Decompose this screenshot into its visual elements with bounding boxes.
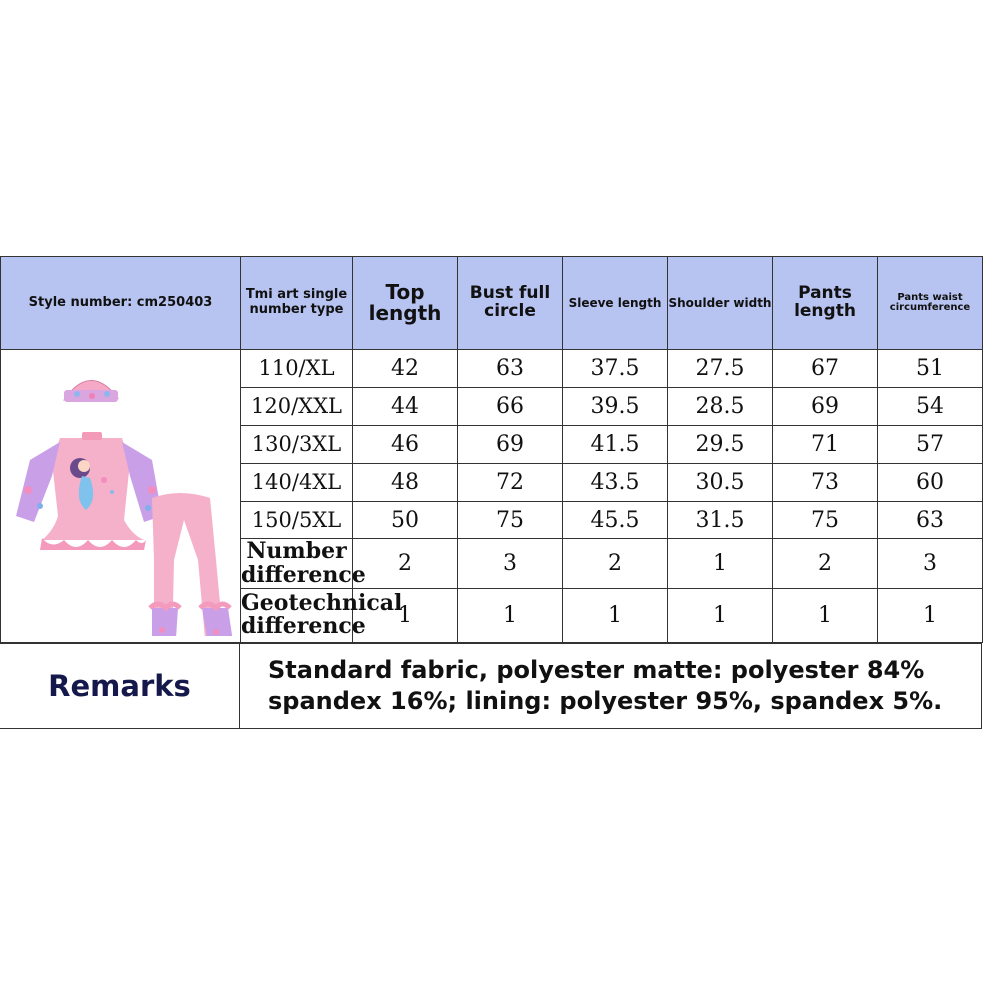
col-top-length: Top length [353,257,458,350]
remarks-title: Remarks [0,644,240,728]
size-type-header: Tmi art single number type [241,257,353,350]
col-shoulder-width: Shoulder width [668,257,773,350]
value-cell: 1 [458,588,563,642]
value-cell: 69 [773,387,878,425]
value-cell: 29.5 [668,425,773,463]
remarks-line-2: spandex 16%; lining: polyester 95%, spandex 5%. [268,687,943,715]
value-cell: 43.5 [563,463,668,501]
swimsuit-set-illustration [2,350,240,636]
value-cell: 39.5 [563,387,668,425]
value-cell: 75 [773,501,878,539]
value-cell: 1 [668,539,773,588]
value-cell: 75 [458,501,563,539]
value-cell: 45.5 [563,501,668,539]
value-cell: 42 [353,350,458,388]
value-cell: 30.5 [668,463,773,501]
col-pants-length: Pants length [773,257,878,350]
value-cell: 2 [563,539,668,588]
value-cell: 73 [773,463,878,501]
value-cell: 3 [878,539,983,588]
value-cell: 28.5 [668,387,773,425]
size-cell: 130/3XL [241,425,353,463]
value-cell: 2 [773,539,878,588]
value-cell: 51 [878,350,983,388]
col-pants-waist: Pants waist circumference [878,257,983,350]
value-cell: 1 [773,588,878,642]
value-cell: 44 [353,387,458,425]
remarks-line-1: Standard fabric, polyester matte: polyester 84% [268,655,925,684]
col-sleeve-length: Sleeve length [563,257,668,350]
value-cell: 67 [773,350,878,388]
value-cell: 3 [458,539,563,588]
value-cell: 46 [353,425,458,463]
value-cell: 63 [878,501,983,539]
value-cell: 66 [458,387,563,425]
style-number: Style number: cm250403 [1,257,241,350]
col-bust-full-circle: Bust full circle [458,257,563,350]
value-cell: 2 [353,539,458,588]
value-cell: 57 [878,425,983,463]
remarks-text [240,644,981,728]
value-cell: 63 [458,350,563,388]
value-cell: 72 [458,463,563,501]
size-table [0,256,983,643]
size-cell: 140/4XL [241,463,353,501]
value-cell: 54 [878,387,983,425]
value-cell: 1 [353,588,458,642]
product-image [1,350,241,643]
size-cell: 150/5XL [241,501,353,539]
value-cell: 31.5 [668,501,773,539]
header-row [1,257,983,350]
value-cell: 41.5 [563,425,668,463]
value-cell: 1 [878,588,983,642]
remarks-section [0,643,982,729]
number-difference-label: Number difference [241,538,366,588]
geotechnical-difference-label: Geotechnical difference [241,588,353,642]
value-cell: 1 [563,588,668,642]
size-chart [0,256,982,729]
value-cell: 48 [353,463,458,501]
table-row [1,350,983,388]
size-cell: 120/XXL [241,387,353,425]
value-cell: 37.5 [563,350,668,388]
value-cell: 71 [773,425,878,463]
value-cell: 1 [668,588,773,642]
value-cell: 60 [878,463,983,501]
value-cell: 27.5 [668,350,773,388]
size-cell: 110/XL [241,350,353,388]
value-cell: 69 [458,425,563,463]
value-cell: 50 [353,501,458,539]
